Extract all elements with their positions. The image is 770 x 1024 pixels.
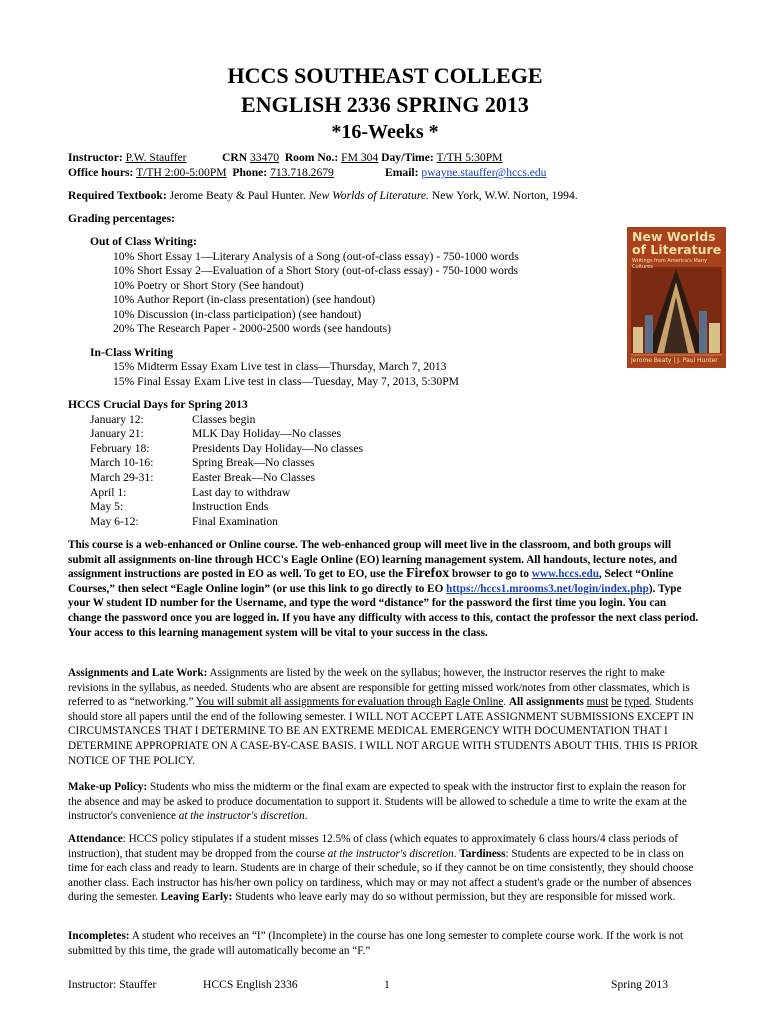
textbook-line bbox=[68, 189, 578, 203]
office-line bbox=[68, 166, 334, 180]
footer-term: Spring 2013 bbox=[611, 978, 669, 991]
assignments-typed: typed bbox=[624, 696, 650, 709]
crucial-event: Spring Break—No classes bbox=[192, 456, 315, 469]
crucial-heading: HCCS Crucial Days for Spring 2013 bbox=[68, 398, 248, 411]
grading-item: 10% Author Report (in-class presentation) (see handout) bbox=[113, 293, 376, 306]
assignments-period: . bbox=[503, 696, 507, 709]
weeks-title: *16-Weeks * bbox=[331, 121, 439, 143]
instructor-line bbox=[68, 151, 187, 165]
grading-item: 10% Short Essay 2—Evaluation of a Short Story (out-of-class essay) - 750-1000 words bbox=[113, 264, 519, 277]
grading-item: 10% Poetry or Short Story (See handout) bbox=[113, 279, 304, 292]
crucial-event: Classes begin bbox=[192, 413, 256, 426]
cover-subtitle: Writings from America's Many Cultures bbox=[632, 258, 707, 270]
office-value: T/TH 2:00-5:00PM bbox=[136, 166, 227, 179]
crn-label: CRN bbox=[222, 151, 248, 164]
email-line bbox=[385, 166, 546, 180]
crucial-event: Final Examination bbox=[192, 515, 278, 528]
in-class-heading: In-Class Writing bbox=[90, 346, 174, 359]
attendance-text-4: Students who leave early may do so without permission, but they are responsible for missed work. bbox=[235, 891, 676, 904]
phone-value: 713.718.2679 bbox=[270, 166, 334, 179]
attendance-text-3: : Students are expected to be in class on time for each class and ready to learn. Students are in charge of their schedule, so if they cannot be on time consistently, they should choose another class. Each instructor has his/her own policy on tardiness, which may or may not affect a student's grade or the number of absences during the semester. bbox=[68, 847, 694, 904]
hccs-link[interactable]: www.hccs.edu bbox=[531, 568, 599, 581]
grading-item: 10% Discussion (in-class participation) (see handout) bbox=[113, 308, 362, 321]
online-text-3: , Select “Online Courses,” then select “Eagle Online login” (or use this link to go directly to EO bbox=[68, 568, 674, 595]
assignments-paragraph bbox=[68, 666, 700, 768]
makeup-text: Students who miss the midterm or the final exam are expected to speak with the instructor first to explain the reason for the absence and may be asked to produce documentation to support it. Students will be allowed to schedule a time to write the exam at the instructor's convenience bbox=[68, 781, 687, 823]
textbook-pub: New York, W.W. Norton, 1994. bbox=[431, 189, 578, 202]
crn-value: 33470 bbox=[250, 151, 280, 164]
textbook-label: Required Textbook: bbox=[68, 189, 167, 202]
assignments-text-1: Assignments are listed by the week on the syllabus; however, the instructor reserves the right to make revisions in the syllabus, as needed. Students who are absent are responsible for getting missed work/notes from other classmates, which is referred to as “networking.” bbox=[68, 667, 690, 709]
online-text-1: This course is a web-enhanced or Online course. The web-enhanced group will meet live in the classroom, and both groups will submit all assignments on-line through HCC's Eagle Online (EO) learning management system. All handouts, lecture notes, and assignment instructions are posted in EO as well. To get to EO, use the bbox=[68, 539, 678, 581]
makeup-end: . bbox=[304, 810, 308, 823]
eagle-online-link[interactable]: https://hccs1.mrooms3.net/login/index.php bbox=[446, 582, 649, 595]
crucial-date: March 10-16: bbox=[90, 456, 154, 469]
grading-item: 20% The Research Paper - 2000-2500 words (see handouts) bbox=[113, 322, 391, 335]
instructor-name: P.W. Stauffer bbox=[125, 151, 187, 164]
grading-item: 10% Short Essay 1—Literary Analysis of a Song (out-of-class essay) - 750-1000 words bbox=[113, 250, 519, 263]
leaving-early-label: Leaving Early: bbox=[160, 891, 233, 904]
incompletes-paragraph bbox=[68, 929, 700, 958]
assignments-be: be bbox=[611, 696, 622, 709]
cover-authors: Jerome Beaty | J. Paul Hunter bbox=[631, 357, 718, 364]
college-title: HCCS SOUTHEAST COLLEGE bbox=[227, 63, 543, 88]
crucial-date: May 5: bbox=[90, 500, 124, 513]
crucial-event: Presidents Day Holiday—No classes bbox=[192, 442, 363, 455]
footer-page-number: 1 bbox=[384, 978, 390, 991]
room-label: Room No.: bbox=[284, 151, 339, 164]
email-label: Email: bbox=[385, 166, 419, 179]
room-value: FM 304 bbox=[341, 151, 379, 164]
incompletes-label: Incompletes: bbox=[68, 930, 130, 942]
tardiness-label: Tardiness bbox=[459, 847, 506, 860]
attendance-text-2: . bbox=[453, 847, 457, 860]
assignments-bold: All assignments bbox=[508, 696, 584, 709]
daytime-label: Day/Time: bbox=[381, 151, 434, 164]
online-text-4: ). Type your W student ID number for the Username, and type the word “distance” for the password the first time you login. You can change the password once you are logged in. If you have any difficulty with access to this, contact the professor the next class period. Your access to this learning management system will be vital to your success in the class. bbox=[68, 582, 699, 639]
online-paragraph bbox=[68, 538, 700, 640]
grading-item: 15% Midterm Essay Exam Live test in class—Thursday, March 7, 2013 bbox=[113, 360, 447, 373]
firefox-text: Firefox bbox=[405, 566, 450, 582]
assignments-label: Assignments and Late Work: bbox=[68, 667, 208, 679]
crn-line bbox=[222, 151, 502, 165]
book-cover-image bbox=[627, 227, 726, 368]
attendance-label: Attendance bbox=[68, 833, 123, 845]
incompletes-text: A student who receives an “I” (Incomplete) in the course has one long semester to complete course work. If the work is not submitted by this time, the grade will automatically become an “F.” bbox=[68, 930, 684, 957]
crucial-event: Last day to withdraw bbox=[192, 486, 291, 499]
grading-heading: Grading percentages: bbox=[68, 212, 176, 225]
online-text-2: browser to go to bbox=[452, 568, 529, 581]
textbook-title: New Worlds of Literature. bbox=[308, 189, 429, 202]
crucial-event: Easter Break—No Classes bbox=[192, 471, 315, 484]
makeup-label: Make-up Policy: bbox=[68, 781, 148, 793]
attendance-paragraph bbox=[68, 832, 700, 905]
crucial-date: March 29-31: bbox=[90, 471, 154, 484]
crucial-event: Instruction Ends bbox=[192, 500, 269, 513]
crucial-date: April 1: bbox=[90, 486, 127, 499]
crucial-date: February 18: bbox=[90, 442, 150, 455]
attendance-text-1: : HCCS policy stipulates if a student misses 12.5% of class (which equates to approximately 6 class hours/4 class periods of instruction), that student may be dropped from the course bbox=[68, 833, 678, 860]
makeup-paragraph bbox=[68, 780, 700, 824]
cover-title: New Worlds of Literature bbox=[632, 229, 722, 257]
assignments-text-3: . Students should store all papers until the end of the following semester. I WILL NOT ACCEPT LATE ASSIGNMENT SUBMISSIONS EXCEPT IN CIRCUMSTANCES THAT I DETERMINE TO BE AN EXTREME MEDICAL EMERGENCY WITH DOCUMENTATION THAT I DETERMINE APPROPRIATE ON A CASE-BY-CASE BASIS. I WILL NOT ARGUE WITH STUDENTS ABOUT THIS. THIS IS PRIOR NOTICE OF THE POLICY. bbox=[68, 696, 698, 767]
course-title: ENGLISH 2336 SPRING 2013 bbox=[241, 92, 529, 117]
attendance-italic: at the instructor's discretion bbox=[327, 847, 454, 860]
crucial-date: January 21: bbox=[90, 427, 144, 440]
footer-course: HCCS English 2336 bbox=[203, 978, 298, 991]
instructor-label: Instructor: bbox=[68, 151, 123, 164]
crucial-date: January 12: bbox=[90, 413, 144, 426]
phone-label: Phone: bbox=[232, 166, 268, 179]
textbook-authors: Jerome Beaty & Paul Hunter. bbox=[169, 189, 306, 202]
crucial-date: May 6-12: bbox=[90, 515, 139, 528]
daytime-value: T/TH 5:30PM bbox=[436, 151, 503, 164]
footer-instructor: Instructor: Stauffer bbox=[68, 978, 157, 991]
out-class-heading: Out of Class Writing: bbox=[90, 235, 197, 248]
makeup-italic: at the instructor's discretion bbox=[178, 810, 305, 823]
grading-item: 15% Final Essay Exam Live test in class—Tuesday, May 7, 2013, 5:30PM bbox=[113, 375, 459, 388]
assignments-must: must bbox=[586, 696, 609, 709]
email-link[interactable]: pwayne.stauffer@hccs.edu bbox=[421, 166, 547, 179]
office-label: Office hours: bbox=[68, 166, 134, 179]
crucial-event: MLK Day Holiday—No classes bbox=[192, 427, 342, 440]
assignments-eagle-note: You will submit all assignments for evaluation through Eagle Online bbox=[195, 696, 504, 709]
